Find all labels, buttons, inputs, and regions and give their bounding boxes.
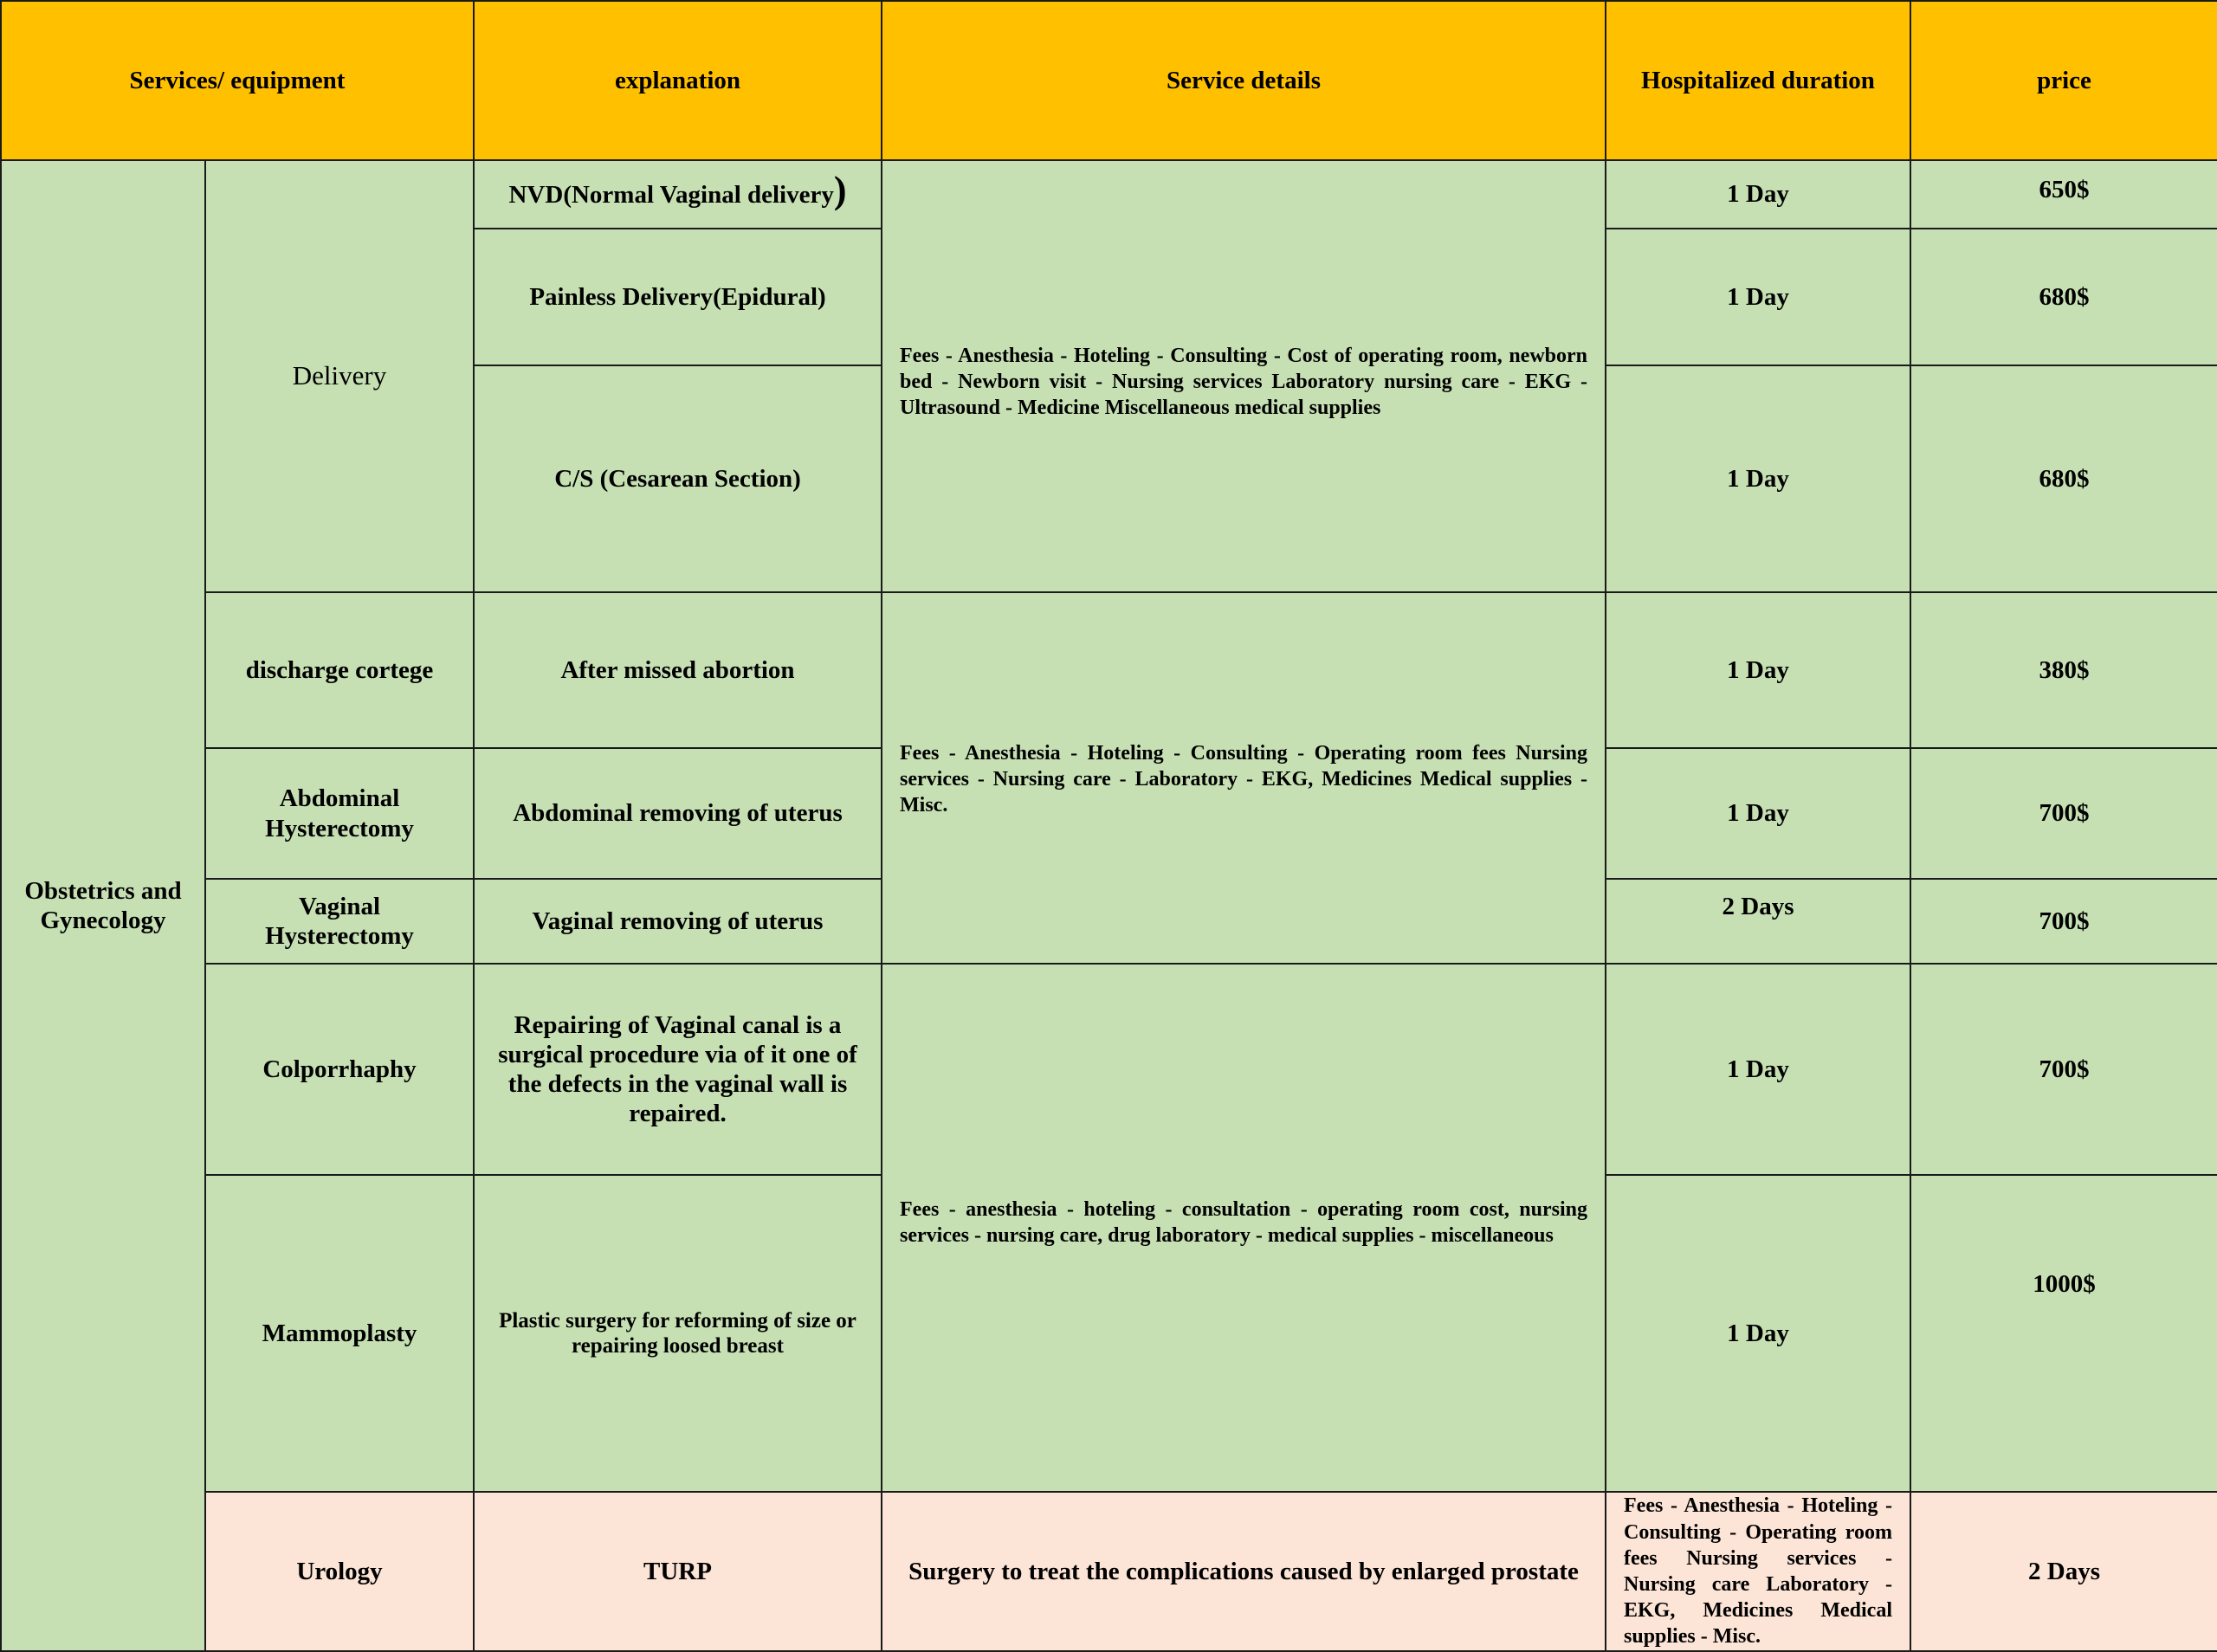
category-obstetrics: Obstetrics and Gynecology [1, 160, 205, 1651]
explanation-cell: Repairing of Vaginal canal is a surgical procedure via of it one of the defects in the vaginal wall is repaired. [474, 964, 882, 1175]
duration-cell: 2 Days [1910, 1492, 2217, 1651]
table-row-urology [1, 1492, 2217, 1651]
duration-cell: 1 Day [1606, 748, 1910, 879]
details-urology: Fees - Anesthesia - Hoteling - Consulting - Operating room fees Nursing services - Nursing care Laboratory - EKG, Medicines Medical supplies - Misc. [1606, 1492, 1910, 1651]
service-delivery: Delivery [205, 160, 474, 592]
price-cell: 380$ [1910, 592, 2217, 748]
header-duration: Hospitalized duration [1606, 1, 1910, 160]
service-cell: TURP [474, 1492, 882, 1651]
duration-cell: 1 Day [1606, 229, 1910, 365]
header-row [1, 1, 2217, 160]
duration-cell: 2 Days [1606, 879, 1910, 964]
service-cell: Vaginal Hysterectomy [205, 879, 474, 964]
price-cell: 700$ [1910, 748, 2217, 879]
explanation-cell: Abdominal removing of uterus [474, 748, 882, 879]
duration-cell: 1 Day [1606, 160, 1910, 229]
header-service: Services/ equipment [1, 1, 474, 160]
header-price: price [1910, 1, 2217, 160]
explanation-cell: Plastic surgery for reforming of size or repairing loosed breast [474, 1175, 882, 1492]
header-details: Service details [882, 1, 1606, 160]
explanation-cell [474, 160, 882, 229]
details-delivery: Fees - Anesthesia - Hoteling - Consulting - Cost of operating room, newborn bed - Newborn visit - Nursing services Laboratory nursing care - EKG - Ultrasound - Medicine Miscellaneous medical supplies [882, 160, 1606, 592]
explanation-cell: Surgery to treat the complications caused by enlarged prostate [882, 1492, 1606, 1651]
category-urology: Urology [205, 1492, 474, 1651]
explanation-cell: C/S (Cesarean Section) [474, 365, 882, 592]
table-row [1, 964, 2217, 1175]
explanation-cell: Painless Delivery(Epidural) [474, 229, 882, 365]
price-cell: 700$ [1910, 879, 2217, 964]
price-cell: 700$ [1910, 964, 2217, 1175]
explanation-cell: Vaginal removing of uterus [474, 879, 882, 964]
header-explanation: explanation [474, 1, 882, 160]
explanation-paren: ) [833, 168, 847, 211]
explanation-text: NVD(Normal Vaginal delivery [508, 180, 834, 209]
service-cell: Colporrhaphy [205, 964, 474, 1175]
duration-cell: 1 Day [1606, 964, 1910, 1175]
service-cell: Abdominal Hysterectomy [205, 748, 474, 879]
duration-cell: 1 Day [1606, 592, 1910, 748]
price-cell: 1000$ [1910, 1175, 2217, 1492]
table-row [1, 160, 2217, 229]
price-cell: 650$ [1910, 160, 2217, 229]
details-gyn: Fees - Anesthesia - Hoteling - Consulting - Operating room fees Nursing services - Nursing care - Laboratory - EKG, Medicines Medical supplies - Misc. [882, 592, 1606, 964]
duration-cell: 1 Day [1606, 1175, 1910, 1492]
duration-cell: 1 Day [1606, 365, 1910, 592]
price-cell: 680$ [1910, 365, 2217, 592]
price-cell: 680$ [1910, 229, 2217, 365]
explanation-cell: After missed abortion [474, 592, 882, 748]
table-row [1, 592, 2217, 748]
details-surgery: Fees - anesthesia - hoteling - consultation - operating room cost, nursing services - nursing care, drug laboratory - medical supplies - miscellaneous [882, 964, 1606, 1492]
service-cell: Mammoplasty [205, 1175, 474, 1492]
service-cell: discharge cortege [205, 592, 474, 748]
